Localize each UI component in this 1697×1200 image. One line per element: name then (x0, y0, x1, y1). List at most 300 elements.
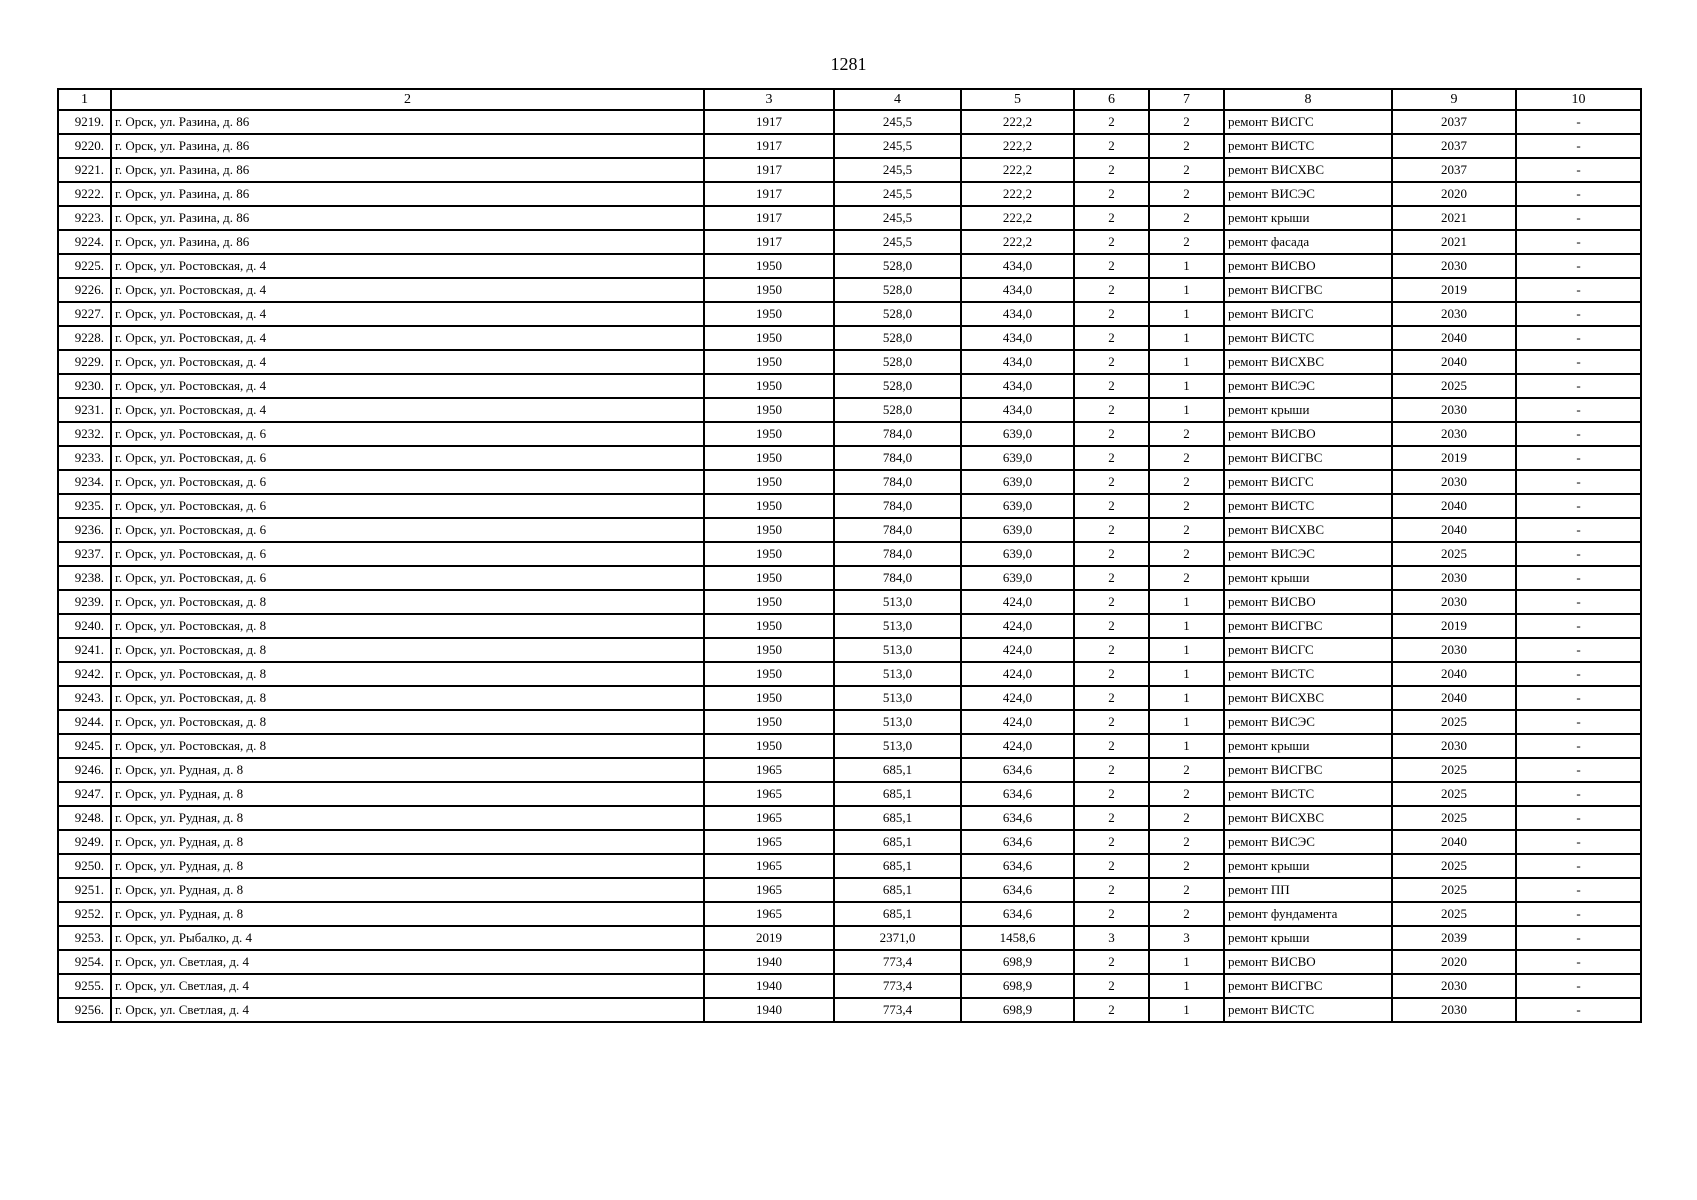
cell-note: - (1516, 374, 1641, 398)
cell-entrances: 2 (1149, 806, 1224, 830)
cell-floors: 2 (1074, 614, 1149, 638)
cell-planned-year: 2025 (1392, 878, 1516, 902)
cell-living-area: 424,0 (961, 638, 1074, 662)
column-header-9: 9 (1392, 89, 1516, 110)
cell-entrances: 2 (1149, 470, 1224, 494)
table-row (58, 734, 1641, 758)
cell-planned-year: 2030 (1392, 302, 1516, 326)
cell-entrances: 2 (1149, 494, 1224, 518)
cell-entrances: 1 (1149, 374, 1224, 398)
cell-entrances: 2 (1149, 782, 1224, 806)
cell-address: г. Орск, ул. Разина, д. 86 (111, 206, 704, 230)
cell-address: г. Орск, ул. Ростовская, д. 6 (111, 494, 704, 518)
cell-address: г. Орск, ул. Разина, д. 86 (111, 158, 704, 182)
cell-note: - (1516, 758, 1641, 782)
cell-floors: 2 (1074, 470, 1149, 494)
cell-total-area: 784,0 (834, 470, 961, 494)
cell-row-number: 9241. (58, 638, 111, 662)
cell-row-number: 9256. (58, 998, 111, 1022)
column-header-1: 1 (58, 89, 111, 110)
cell-note: - (1516, 398, 1641, 422)
cell-year-built: 1950 (704, 710, 834, 734)
cell-year-built: 1950 (704, 494, 834, 518)
table-row (58, 638, 1641, 662)
cell-work-type: ремонт ВИСХВС (1224, 158, 1392, 182)
cell-work-type: ремонт ВИСГС (1224, 302, 1392, 326)
cell-address: г. Орск, ул. Светлая, д. 4 (111, 974, 704, 998)
cell-planned-year: 2021 (1392, 230, 1516, 254)
cell-entrances: 2 (1149, 878, 1224, 902)
cell-note: - (1516, 158, 1641, 182)
cell-address: г. Орск, ул. Ростовская, д. 8 (111, 638, 704, 662)
cell-note: - (1516, 230, 1641, 254)
cell-work-type: ремонт ВИСТС (1224, 782, 1392, 806)
cell-year-built: 1950 (704, 302, 834, 326)
cell-living-area: 639,0 (961, 494, 1074, 518)
cell-note: - (1516, 302, 1641, 326)
table-row (58, 422, 1641, 446)
cell-living-area: 424,0 (961, 734, 1074, 758)
cell-note: - (1516, 806, 1641, 830)
cell-entrances: 3 (1149, 926, 1224, 950)
cell-note: - (1516, 350, 1641, 374)
cell-living-area: 434,0 (961, 350, 1074, 374)
repair-schedule-table (57, 88, 1642, 1023)
cell-living-area: 222,2 (961, 158, 1074, 182)
cell-address: г. Орск, ул. Ростовская, д. 4 (111, 254, 704, 278)
cell-year-built: 1940 (704, 998, 834, 1022)
cell-row-number: 9237. (58, 542, 111, 566)
cell-note: - (1516, 422, 1641, 446)
cell-living-area: 424,0 (961, 662, 1074, 686)
cell-planned-year: 2030 (1392, 398, 1516, 422)
cell-year-built: 1965 (704, 806, 834, 830)
cell-floors: 2 (1074, 302, 1149, 326)
cell-total-area: 784,0 (834, 422, 961, 446)
cell-entrances: 1 (1149, 350, 1224, 374)
cell-floors: 2 (1074, 158, 1149, 182)
cell-planned-year: 2040 (1392, 350, 1516, 374)
cell-work-type: ремонт ВИСТС (1224, 134, 1392, 158)
cell-entrances: 1 (1149, 734, 1224, 758)
cell-work-type: ремонт фасада (1224, 230, 1392, 254)
cell-row-number: 9252. (58, 902, 111, 926)
cell-work-type: ремонт ВИСХВС (1224, 518, 1392, 542)
cell-floors: 2 (1074, 902, 1149, 926)
cell-address: г. Орск, ул. Ростовская, д. 8 (111, 662, 704, 686)
cell-row-number: 9236. (58, 518, 111, 542)
cell-address: г. Орск, ул. Ростовская, д. 4 (111, 398, 704, 422)
cell-total-area: 513,0 (834, 638, 961, 662)
cell-work-type: ремонт фундамента (1224, 902, 1392, 926)
cell-entrances: 2 (1149, 542, 1224, 566)
cell-planned-year: 2037 (1392, 134, 1516, 158)
cell-living-area: 222,2 (961, 182, 1074, 206)
cell-floors: 2 (1074, 230, 1149, 254)
cell-note: - (1516, 710, 1641, 734)
cell-total-area: 784,0 (834, 446, 961, 470)
cell-planned-year: 2039 (1392, 926, 1516, 950)
table-row (58, 254, 1641, 278)
table-row (58, 110, 1641, 134)
cell-note: - (1516, 446, 1641, 470)
cell-address: г. Орск, ул. Рудная, д. 8 (111, 902, 704, 926)
cell-row-number: 9220. (58, 134, 111, 158)
cell-entrances: 1 (1149, 686, 1224, 710)
cell-planned-year: 2021 (1392, 206, 1516, 230)
cell-planned-year: 2037 (1392, 158, 1516, 182)
cell-row-number: 9232. (58, 422, 111, 446)
cell-floors: 2 (1074, 206, 1149, 230)
cell-planned-year: 2040 (1392, 686, 1516, 710)
cell-note: - (1516, 110, 1641, 134)
cell-total-area: 513,0 (834, 662, 961, 686)
cell-total-area: 245,5 (834, 158, 961, 182)
cell-entrances: 1 (1149, 998, 1224, 1022)
cell-year-built: 1917 (704, 158, 834, 182)
cell-year-built: 1917 (704, 206, 834, 230)
cell-address: г. Орск, ул. Ростовская, д. 6 (111, 470, 704, 494)
cell-note: - (1516, 494, 1641, 518)
cell-row-number: 9253. (58, 926, 111, 950)
cell-entrances: 2 (1149, 110, 1224, 134)
cell-note: - (1516, 518, 1641, 542)
table-row (58, 398, 1641, 422)
column-header-3: 3 (704, 89, 834, 110)
table-row (58, 182, 1641, 206)
cell-row-number: 9230. (58, 374, 111, 398)
cell-note: - (1516, 470, 1641, 494)
cell-row-number: 9246. (58, 758, 111, 782)
cell-living-area: 434,0 (961, 374, 1074, 398)
cell-entrances: 2 (1149, 518, 1224, 542)
cell-entrances: 2 (1149, 758, 1224, 782)
cell-total-area: 773,4 (834, 950, 961, 974)
cell-floors: 2 (1074, 182, 1149, 206)
cell-note: - (1516, 254, 1641, 278)
cell-total-area: 773,4 (834, 974, 961, 998)
cell-work-type: ремонт ВИСГВС (1224, 974, 1392, 998)
cell-floors: 2 (1074, 566, 1149, 590)
cell-living-area: 434,0 (961, 326, 1074, 350)
cell-address: г. Орск, ул. Ростовская, д. 8 (111, 590, 704, 614)
cell-floors: 2 (1074, 398, 1149, 422)
table-row (58, 782, 1641, 806)
cell-total-area: 528,0 (834, 302, 961, 326)
cell-total-area: 245,5 (834, 110, 961, 134)
cell-row-number: 9242. (58, 662, 111, 686)
table-row (58, 494, 1641, 518)
cell-total-area: 784,0 (834, 518, 961, 542)
cell-planned-year: 2019 (1392, 278, 1516, 302)
cell-living-area: 434,0 (961, 398, 1074, 422)
cell-row-number: 9227. (58, 302, 111, 326)
cell-row-number: 9254. (58, 950, 111, 974)
table-row (58, 710, 1641, 734)
cell-planned-year: 2030 (1392, 638, 1516, 662)
column-header-2: 2 (111, 89, 704, 110)
table-body (58, 110, 1641, 1022)
cell-address: г. Орск, ул. Ростовская, д. 4 (111, 278, 704, 302)
cell-year-built: 1950 (704, 518, 834, 542)
cell-floors: 2 (1074, 734, 1149, 758)
cell-floors: 2 (1074, 494, 1149, 518)
cell-address: г. Орск, ул. Ростовская, д. 6 (111, 446, 704, 470)
cell-work-type: ремонт ВИСТС (1224, 494, 1392, 518)
cell-planned-year: 2040 (1392, 326, 1516, 350)
cell-floors: 2 (1074, 638, 1149, 662)
cell-total-area: 528,0 (834, 374, 961, 398)
cell-total-area: 784,0 (834, 494, 961, 518)
cell-floors: 2 (1074, 422, 1149, 446)
cell-address: г. Орск, ул. Светлая, д. 4 (111, 998, 704, 1022)
cell-living-area: 434,0 (961, 302, 1074, 326)
cell-entrances: 1 (1149, 950, 1224, 974)
cell-living-area: 424,0 (961, 710, 1074, 734)
cell-planned-year: 2025 (1392, 854, 1516, 878)
cell-note: - (1516, 902, 1641, 926)
cell-planned-year: 2025 (1392, 806, 1516, 830)
cell-floors: 2 (1074, 878, 1149, 902)
cell-floors: 2 (1074, 518, 1149, 542)
cell-entrances: 2 (1149, 422, 1224, 446)
cell-planned-year: 2019 (1392, 614, 1516, 638)
cell-year-built: 1950 (704, 470, 834, 494)
cell-planned-year: 2030 (1392, 734, 1516, 758)
cell-total-area: 245,5 (834, 230, 961, 254)
cell-row-number: 9226. (58, 278, 111, 302)
cell-living-area: 222,2 (961, 206, 1074, 230)
cell-entrances: 2 (1149, 206, 1224, 230)
cell-living-area: 434,0 (961, 278, 1074, 302)
cell-year-built: 1917 (704, 110, 834, 134)
cell-living-area: 424,0 (961, 590, 1074, 614)
cell-note: - (1516, 998, 1641, 1022)
cell-work-type: ремонт ВИСВО (1224, 950, 1392, 974)
cell-year-built: 1950 (704, 326, 834, 350)
cell-address: г. Орск, ул. Разина, д. 86 (111, 182, 704, 206)
cell-address: г. Орск, ул. Рудная, д. 8 (111, 878, 704, 902)
cell-address: г. Орск, ул. Разина, д. 86 (111, 230, 704, 254)
cell-year-built: 1965 (704, 758, 834, 782)
cell-note: - (1516, 974, 1641, 998)
cell-year-built: 1965 (704, 878, 834, 902)
cell-year-built: 1950 (704, 566, 834, 590)
cell-planned-year: 2040 (1392, 494, 1516, 518)
table-row (58, 926, 1641, 950)
cell-row-number: 9248. (58, 806, 111, 830)
cell-total-area: 773,4 (834, 998, 961, 1022)
cell-planned-year: 2040 (1392, 830, 1516, 854)
cell-entrances: 1 (1149, 398, 1224, 422)
cell-total-area: 784,0 (834, 542, 961, 566)
cell-row-number: 9221. (58, 158, 111, 182)
cell-row-number: 9251. (58, 878, 111, 902)
cell-row-number: 9238. (58, 566, 111, 590)
cell-planned-year: 2025 (1392, 710, 1516, 734)
cell-total-area: 685,1 (834, 758, 961, 782)
cell-living-area: 698,9 (961, 950, 1074, 974)
table-row (58, 374, 1641, 398)
cell-address: г. Орск, ул. Ростовская, д. 8 (111, 686, 704, 710)
cell-floors: 2 (1074, 950, 1149, 974)
cell-row-number: 9228. (58, 326, 111, 350)
cell-note: - (1516, 878, 1641, 902)
cell-entrances: 2 (1149, 854, 1224, 878)
cell-year-built: 1950 (704, 590, 834, 614)
cell-note: - (1516, 614, 1641, 638)
cell-entrances: 2 (1149, 830, 1224, 854)
cell-row-number: 9235. (58, 494, 111, 518)
cell-year-built: 1950 (704, 686, 834, 710)
cell-note: - (1516, 782, 1641, 806)
cell-address: г. Орск, ул. Рыбалко, д. 4 (111, 926, 704, 950)
table-row (58, 278, 1641, 302)
table-row (58, 590, 1641, 614)
cell-floors: 2 (1074, 134, 1149, 158)
column-header-4: 4 (834, 89, 961, 110)
cell-work-type: ремонт ВИСГС (1224, 638, 1392, 662)
cell-work-type: ремонт ПП (1224, 878, 1392, 902)
column-header-6: 6 (1074, 89, 1149, 110)
cell-year-built: 1950 (704, 638, 834, 662)
cell-address: г. Орск, ул. Ростовская, д. 8 (111, 614, 704, 638)
cell-entrances: 2 (1149, 230, 1224, 254)
cell-year-built: 1950 (704, 350, 834, 374)
cell-total-area: 245,5 (834, 206, 961, 230)
cell-planned-year: 2030 (1392, 470, 1516, 494)
cell-year-built: 1965 (704, 782, 834, 806)
cell-living-area: 634,6 (961, 758, 1074, 782)
cell-planned-year: 2037 (1392, 110, 1516, 134)
cell-floors: 2 (1074, 758, 1149, 782)
cell-note: - (1516, 950, 1641, 974)
cell-entrances: 2 (1149, 446, 1224, 470)
table-row (58, 830, 1641, 854)
cell-entrances: 1 (1149, 662, 1224, 686)
table-row (58, 470, 1641, 494)
cell-floors: 2 (1074, 110, 1149, 134)
cell-work-type: ремонт ВИСГС (1224, 470, 1392, 494)
cell-address: г. Орск, ул. Ростовская, д. 4 (111, 302, 704, 326)
cell-row-number: 9233. (58, 446, 111, 470)
cell-floors: 3 (1074, 926, 1149, 950)
cell-year-built: 1917 (704, 182, 834, 206)
cell-entrances: 1 (1149, 326, 1224, 350)
cell-total-area: 513,0 (834, 710, 961, 734)
cell-total-area: 513,0 (834, 590, 961, 614)
cell-total-area: 685,1 (834, 902, 961, 926)
cell-floors: 2 (1074, 542, 1149, 566)
cell-year-built: 1950 (704, 614, 834, 638)
cell-living-area: 639,0 (961, 446, 1074, 470)
cell-floors: 2 (1074, 974, 1149, 998)
cell-floors: 2 (1074, 326, 1149, 350)
cell-address: г. Орск, ул. Рудная, д. 8 (111, 830, 704, 854)
cell-total-area: 685,1 (834, 830, 961, 854)
cell-floors: 2 (1074, 374, 1149, 398)
cell-row-number: 9234. (58, 470, 111, 494)
cell-row-number: 9249. (58, 830, 111, 854)
cell-address: г. Орск, ул. Светлая, д. 4 (111, 950, 704, 974)
cell-entrances: 1 (1149, 278, 1224, 302)
table-row (58, 350, 1641, 374)
cell-entrances: 1 (1149, 302, 1224, 326)
cell-row-number: 9247. (58, 782, 111, 806)
cell-row-number: 9231. (58, 398, 111, 422)
cell-address: г. Орск, ул. Ростовская, д. 6 (111, 542, 704, 566)
cell-planned-year: 2025 (1392, 902, 1516, 926)
cell-living-area: 634,6 (961, 902, 1074, 926)
cell-living-area: 222,2 (961, 110, 1074, 134)
cell-year-built: 1940 (704, 950, 834, 974)
cell-living-area: 634,6 (961, 878, 1074, 902)
cell-year-built: 1950 (704, 446, 834, 470)
cell-planned-year: 2020 (1392, 182, 1516, 206)
cell-work-type: ремонт ВИСГВС (1224, 758, 1392, 782)
cell-total-area: 513,0 (834, 734, 961, 758)
table-row (58, 542, 1641, 566)
cell-work-type: ремонт ВИСТС (1224, 326, 1392, 350)
cell-row-number: 9255. (58, 974, 111, 998)
cell-planned-year: 2025 (1392, 782, 1516, 806)
cell-year-built: 1950 (704, 662, 834, 686)
cell-year-built: 1950 (704, 542, 834, 566)
cell-note: - (1516, 590, 1641, 614)
cell-note: - (1516, 326, 1641, 350)
cell-year-built: 2019 (704, 926, 834, 950)
cell-year-built: 1950 (704, 254, 834, 278)
cell-total-area: 685,1 (834, 878, 961, 902)
cell-work-type: ремонт ВИСТС (1224, 662, 1392, 686)
table-row (58, 974, 1641, 998)
cell-floors: 2 (1074, 830, 1149, 854)
cell-year-built: 1965 (704, 902, 834, 926)
cell-planned-year: 2025 (1392, 374, 1516, 398)
cell-living-area: 222,2 (961, 230, 1074, 254)
cell-row-number: 9225. (58, 254, 111, 278)
cell-floors: 2 (1074, 278, 1149, 302)
table-row (58, 566, 1641, 590)
cell-work-type: ремонт крыши (1224, 206, 1392, 230)
cell-floors: 2 (1074, 662, 1149, 686)
cell-planned-year: 2030 (1392, 254, 1516, 278)
table-row (58, 806, 1641, 830)
cell-floors: 2 (1074, 782, 1149, 806)
cell-year-built: 1950 (704, 374, 834, 398)
cell-living-area: 634,6 (961, 782, 1074, 806)
cell-living-area: 634,6 (961, 830, 1074, 854)
cell-note: - (1516, 926, 1641, 950)
cell-work-type: ремонт ВИСЭС (1224, 830, 1392, 854)
cell-year-built: 1965 (704, 830, 834, 854)
cell-floors: 2 (1074, 350, 1149, 374)
cell-work-type: ремонт крыши (1224, 566, 1392, 590)
cell-total-area: 245,5 (834, 134, 961, 158)
cell-note: - (1516, 830, 1641, 854)
cell-note: - (1516, 206, 1641, 230)
cell-address: г. Орск, ул. Ростовская, д. 4 (111, 374, 704, 398)
header-row (58, 89, 1641, 110)
cell-address: г. Орск, ул. Ростовская, д. 4 (111, 326, 704, 350)
cell-living-area: 434,0 (961, 254, 1074, 278)
cell-total-area: 528,0 (834, 278, 961, 302)
cell-living-area: 698,9 (961, 998, 1074, 1022)
cell-living-area: 639,0 (961, 518, 1074, 542)
cell-row-number: 9245. (58, 734, 111, 758)
cell-row-number: 9222. (58, 182, 111, 206)
table-row (58, 998, 1641, 1022)
